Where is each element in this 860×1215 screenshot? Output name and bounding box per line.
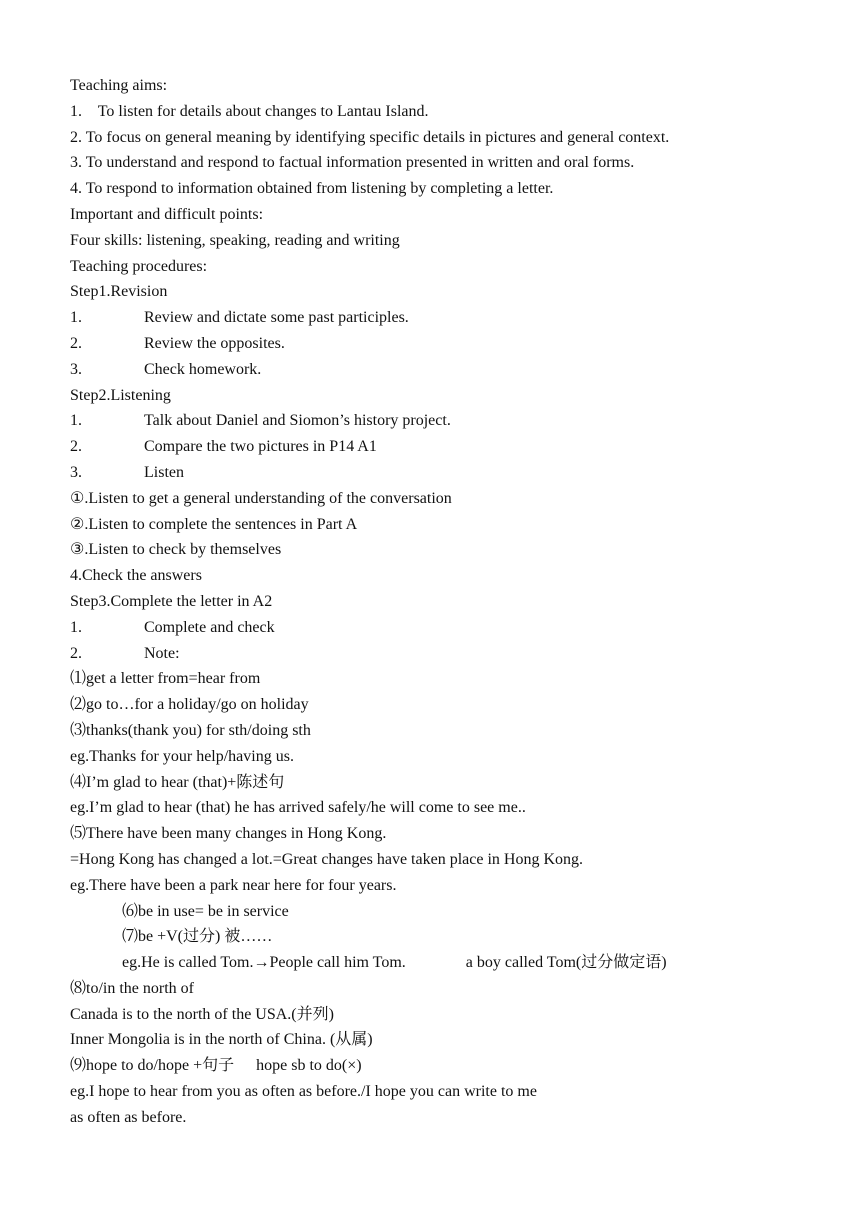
aim-2: 2. To focus on general meaning by identifying specific details in pictures and general context. xyxy=(70,128,670,146)
step2-item-1: 1. Talk about Daniel and Siomon’s history project. xyxy=(70,412,451,430)
lesson-plan-text xyxy=(70,73,790,1131)
note-2: ⑵go to…for a holiday/go on holiday xyxy=(70,696,309,714)
note-1: ⑴get a letter from=hear from xyxy=(70,670,261,688)
step2-heading: Step2.Listening xyxy=(70,386,171,404)
step3-heading: Step3.Complete the letter in A2 xyxy=(70,592,273,610)
note-5-equivalent: =Hong Kong has changed a lot.=Great changes have taken place in Hong Kong. xyxy=(70,850,583,868)
note-9-example-cont: as often as before. xyxy=(70,1108,187,1126)
note-8-example-1: Canada is to the north of the USA.(并列) xyxy=(70,1005,334,1023)
note-8-example-2: Inner Mongolia is in the north of China. (从属) xyxy=(70,1031,373,1049)
note-5-example: eg.There have been a park near here for four years. xyxy=(70,876,397,894)
step2-item-3: 3. Listen xyxy=(70,463,184,481)
heading-procedures: Teaching procedures: xyxy=(70,257,208,275)
step2-item-2: 2. Compare the two pictures in P14 A1 xyxy=(70,438,377,456)
step1-item-3: 3. Check homework. xyxy=(70,360,262,378)
heading-important-points: Important and difficult points: xyxy=(70,205,264,223)
heading-teaching-aims: Teaching aims: xyxy=(70,77,168,94)
note-4: ⑷I’m glad to hear (that)+陈述句 xyxy=(70,773,285,791)
step3-item-1: 1. Complete and check xyxy=(70,618,275,636)
note-6: ⑹be in use= be in service xyxy=(122,902,289,920)
step1-heading: Step1.Revision xyxy=(70,283,168,301)
note-5: ⑸There have been many changes in Hong Kong. xyxy=(70,825,387,843)
step3-item-2: 2. Note: xyxy=(70,644,180,662)
note-9: ⑼hope to do/hope +句子 hope sb to do(×) xyxy=(70,1057,362,1075)
note-7: ⑺be +V(过分) 被…… xyxy=(122,928,273,946)
note-7-example: eg.He is called Tom.→People call him Tom. a boy called Tom(过分做定语) xyxy=(122,954,667,972)
note-9-example: eg.I hope to hear from you as often as before./I hope you can write to me xyxy=(70,1083,537,1101)
note-4-example: eg.I’m glad to hear (that) he has arrived safely/he will come to see me.. xyxy=(70,799,526,817)
listen-task-3: ③.Listen to check by themselves xyxy=(70,541,282,559)
aim-4: 4. To respond to information obtained from listening by completing a letter. xyxy=(70,180,554,198)
aim-1: 1. To listen for details about changes to Lantau Island. xyxy=(70,102,429,120)
listen-task-2: ②.Listen to complete the sentences in Part A xyxy=(70,515,358,533)
step1-item-1: 1. Review and dictate some past participles. xyxy=(70,309,409,327)
listen-task-1: ①.Listen to get a general understanding of the conversation xyxy=(70,489,452,507)
four-skills: Four skills: listening, speaking, reading and writing xyxy=(70,231,400,249)
note-3-example: eg.Thanks for your help/having us. xyxy=(70,747,294,765)
aim-3: 3. To understand and respond to factual information presented in written and oral forms. xyxy=(70,154,635,172)
note-3: ⑶thanks(thank you) for sth/doing sth xyxy=(70,721,311,739)
step1-item-2: 2. Review the opposites. xyxy=(70,334,285,352)
note-8: ⑻to/in the north of xyxy=(70,979,194,997)
check-answers: 4.Check the answers xyxy=(70,567,202,585)
